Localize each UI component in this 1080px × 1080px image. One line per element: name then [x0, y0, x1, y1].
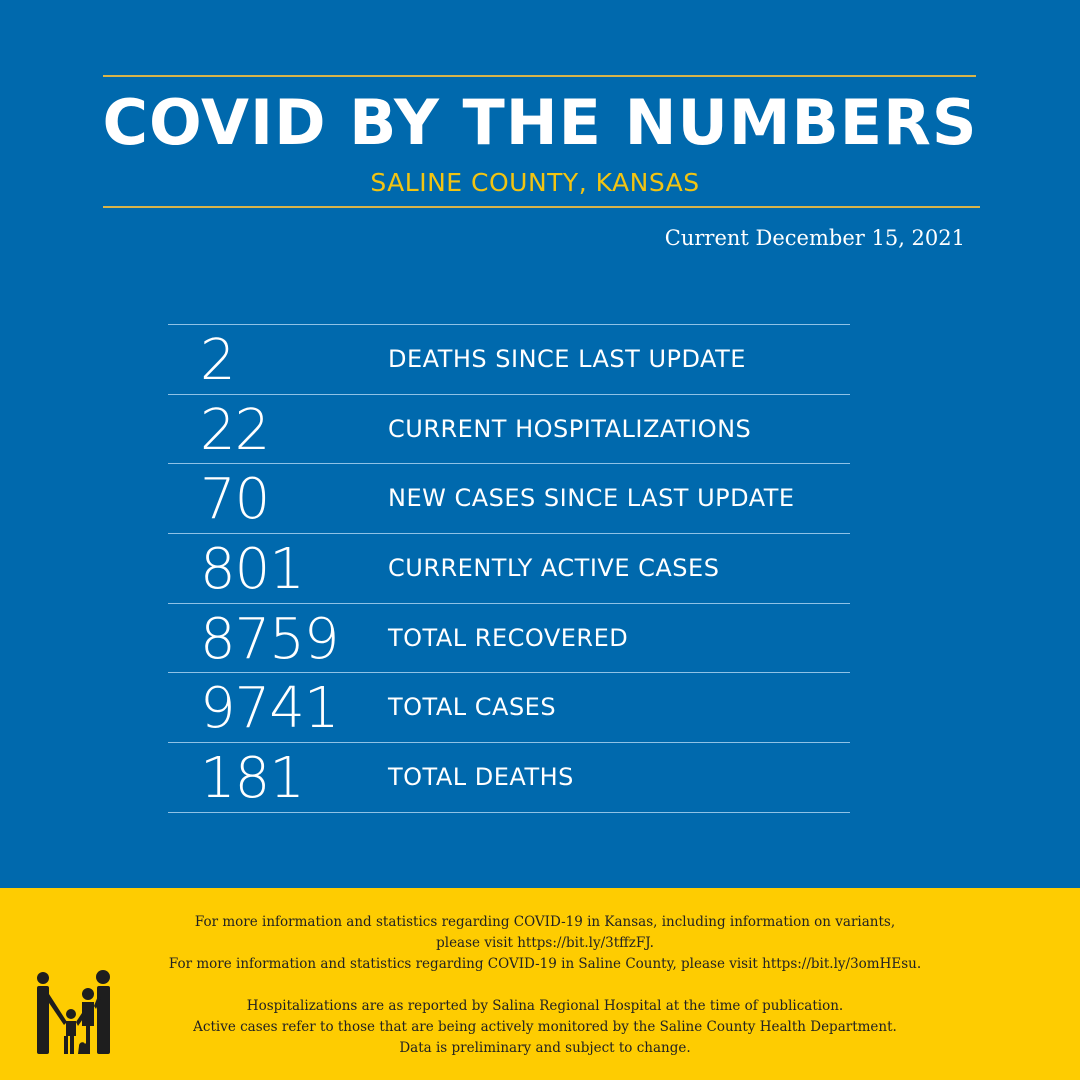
stat-row-total-deaths — [168, 742, 850, 813]
stat-value: 9741 — [200, 676, 339, 742]
page-title: COVID BY THE NUMBERS — [102, 86, 978, 159]
stats-table — [168, 324, 850, 813]
title-bottom-rule — [103, 206, 980, 208]
stat-value: 70 — [200, 467, 270, 533]
stat-label: TOTAL DEATHS — [388, 763, 574, 792]
note-line: Data is preliminary and subject to change. — [399, 1040, 691, 1056]
stat-value: 2 — [200, 328, 235, 393]
note-line: Hospitalizations are as reported by Salina Regional Hospital at the time of publication. — [246, 998, 844, 1014]
data-disclaimer-note — [130, 996, 960, 1059]
title-top-rule — [103, 75, 976, 77]
stat-label: NEW CASES SINCE LAST UPDATE — [388, 484, 795, 513]
stat-label: DEATHS SINCE LAST UPDATE — [388, 345, 746, 373]
stat-value: 181 — [200, 746, 304, 812]
page-subtitle: SALINE COUNTY, KANSAS — [370, 168, 700, 197]
stat-row-total-cases — [168, 672, 850, 742]
info-footer — [0, 888, 1080, 1080]
stat-row-total-recovered — [168, 603, 850, 673]
stat-label: CURRENT HOSPITALIZATIONS — [388, 414, 752, 443]
note-line: For more information and statistics regarding COVID-19 in Kansas, including information on variants, — [194, 914, 896, 930]
stat-label: CURRENTLY ACTIVE CASES — [388, 554, 720, 583]
stat-value: 22 — [200, 397, 270, 463]
family-logo-icon — [34, 970, 114, 1056]
stat-label: TOTAL CASES — [388, 693, 557, 722]
stat-row-deaths-since-update — [168, 324, 850, 394]
note-line: Active cases refer to those that are being actively monitored by the Saline County Health Department. — [193, 1019, 897, 1035]
info-links-note — [130, 912, 960, 975]
current-date: Current December 15, 2021 — [664, 226, 965, 250]
note-line: For more information and statistics regarding COVID-19 in Saline County, please visit https://bit.ly/3omHEsu. — [168, 956, 922, 972]
note-line: please visit https://bit.ly/3tffzFJ. — [436, 935, 654, 951]
stat-value: 8759 — [200, 606, 339, 672]
stat-label: TOTAL RECOVERED — [388, 623, 629, 652]
stat-row-active-cases — [168, 533, 850, 603]
stat-value: 801 — [200, 537, 304, 603]
stat-row-new-cases — [168, 463, 850, 533]
stat-row-current-hospitalizations — [168, 394, 850, 464]
